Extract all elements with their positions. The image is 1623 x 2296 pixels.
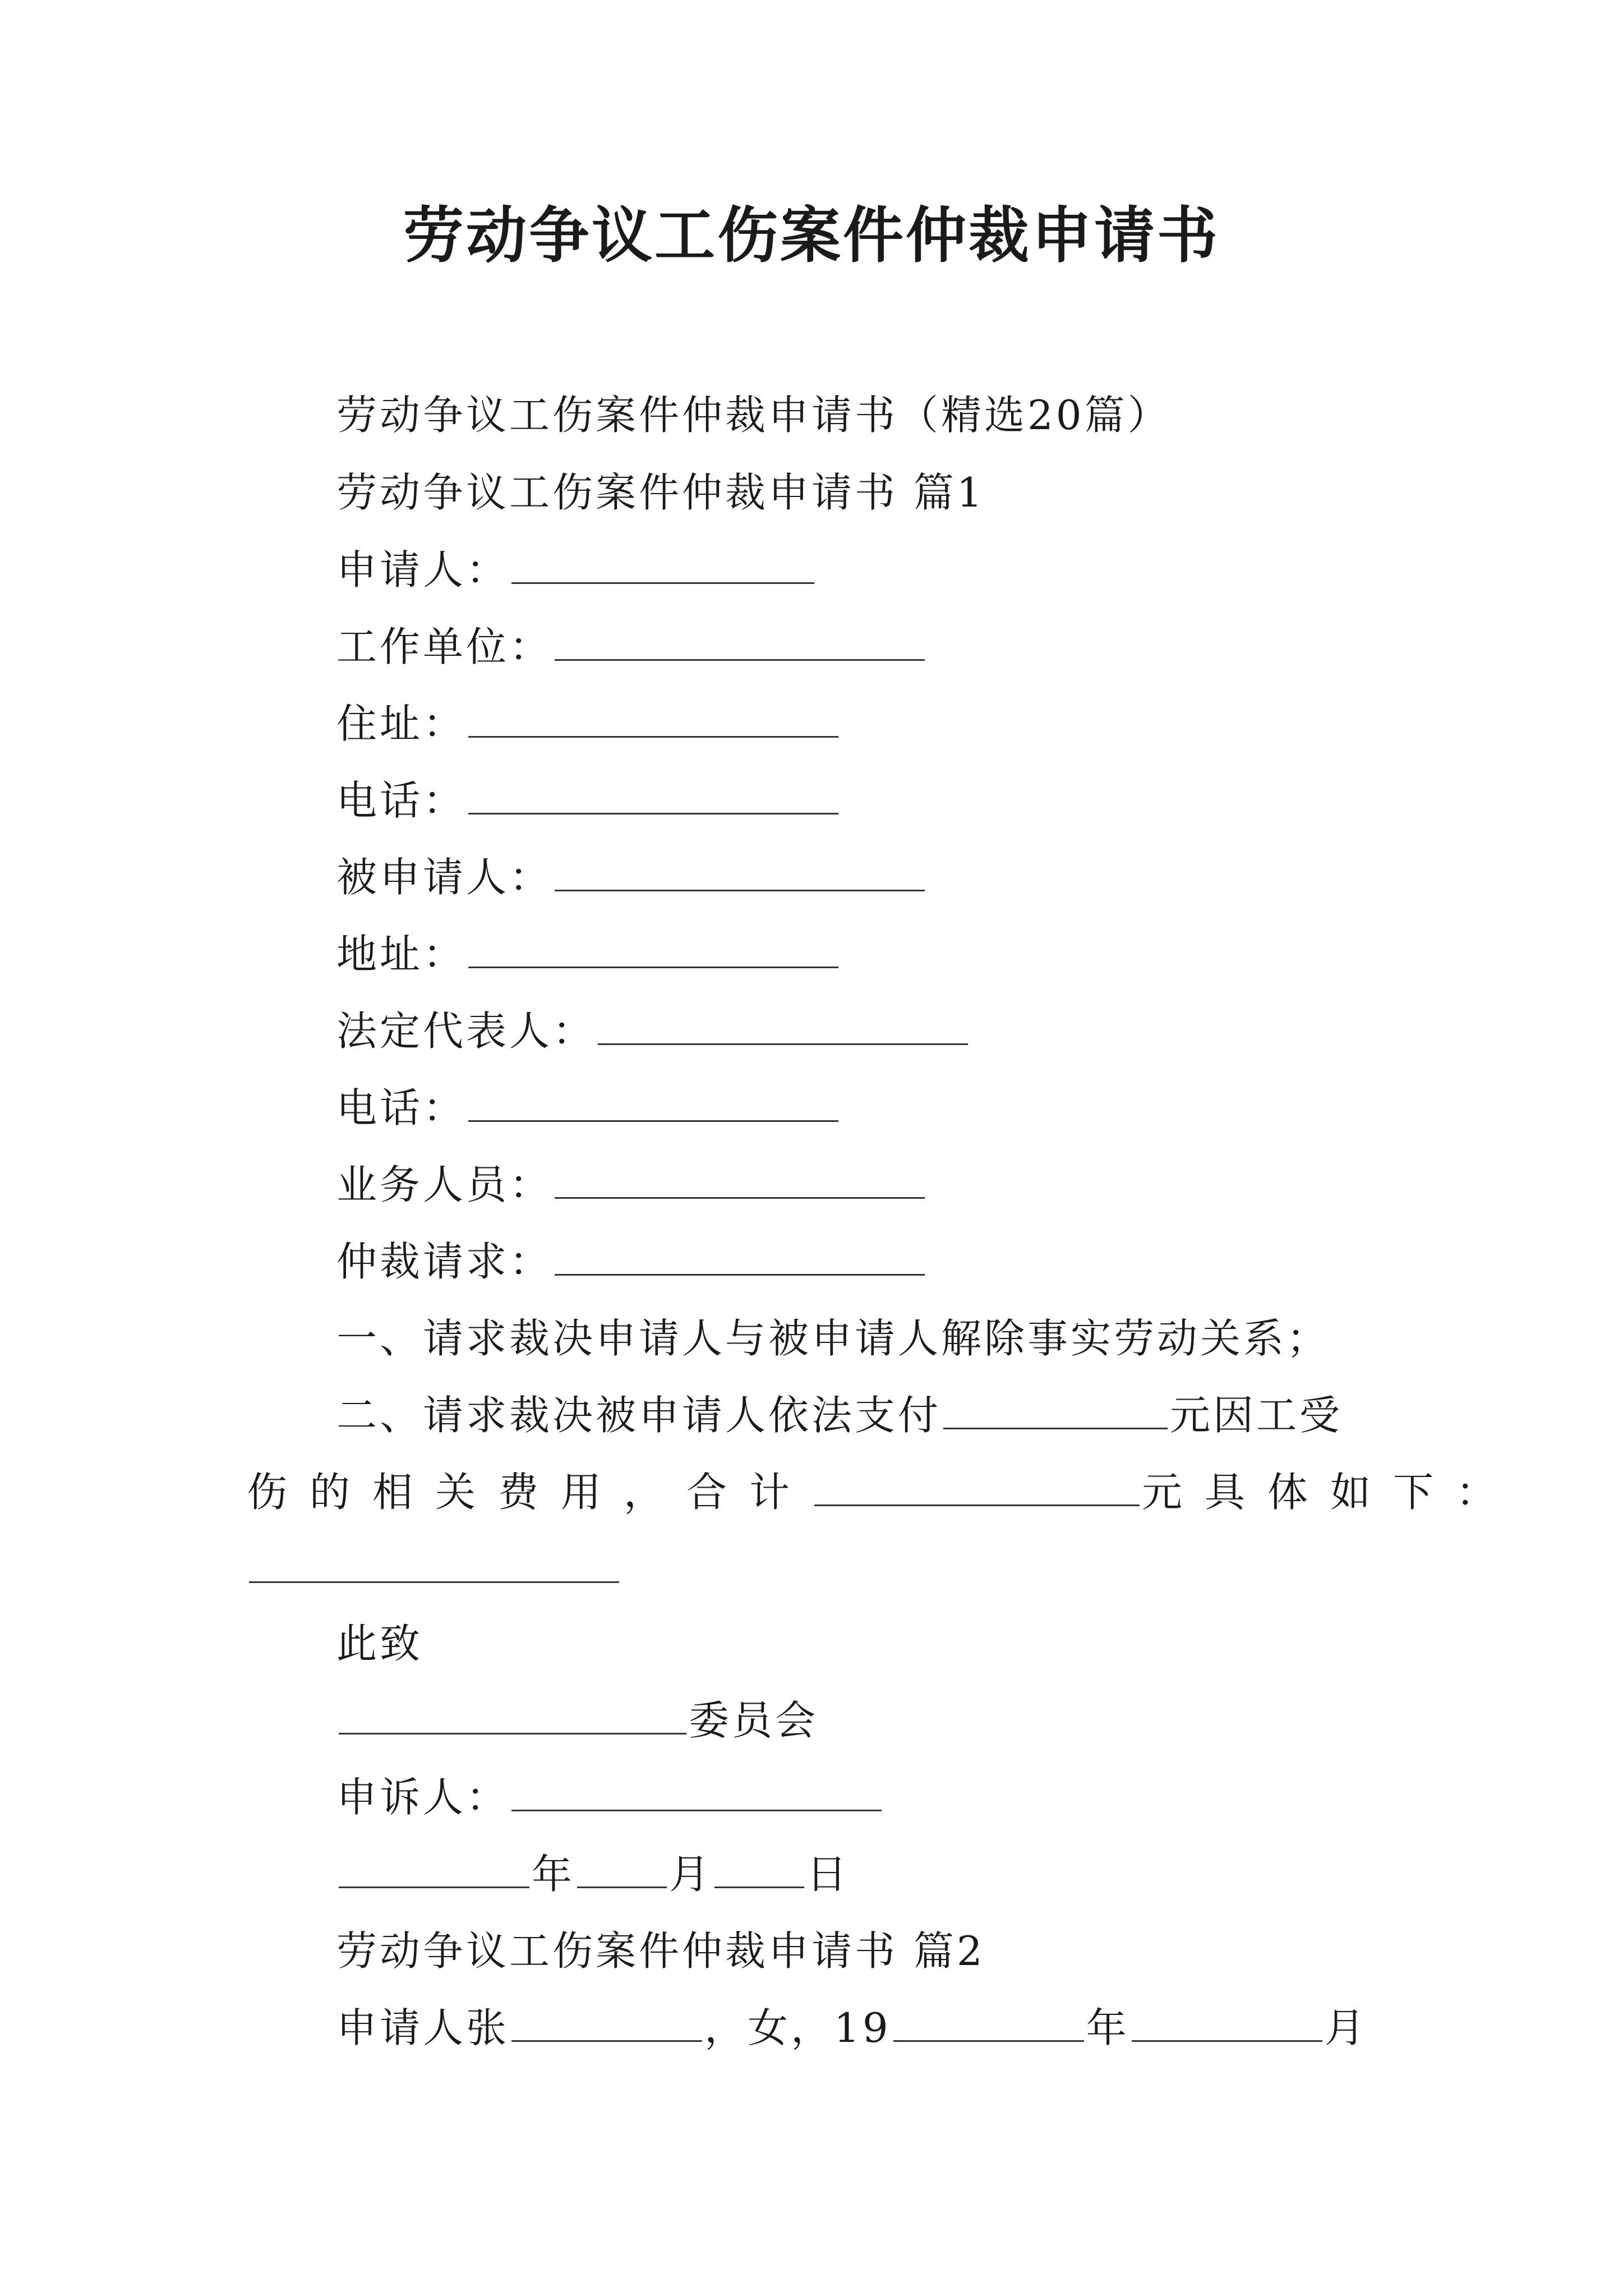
phone-row-1: [336, 772, 841, 829]
date-row: [336, 1846, 850, 1902]
complainant-label: 申诉人：: [336, 1774, 510, 1821]
claim-2-details-blank[interactable]: [249, 1544, 619, 1583]
month-blank[interactable]: [577, 1849, 667, 1888]
section-heading-2: 劳动争议工伤案件仲裁申请书 篇2: [336, 1927, 985, 1975]
staff-label: 业务人员：: [336, 1161, 553, 1208]
respondent-address-row: [336, 926, 841, 982]
claim-1: 一、请求裁决申请人与被申请人解除事实劳动关系；: [336, 1315, 1330, 1362]
committee-label: 委员会: [689, 1697, 819, 1744]
complainant-row: [336, 1769, 884, 1825]
date-year-label: 年: [532, 1851, 575, 1898]
respondent-label: 被申请人：: [336, 854, 553, 901]
phone-blank-1[interactable]: [468, 776, 838, 815]
phone-label-1: 电话：: [336, 777, 467, 824]
sec2-text-c: 年: [1086, 2004, 1129, 2051]
section-2-first-line: [336, 2000, 1368, 2056]
applicant-label: 申请人：: [336, 546, 510, 593]
staff-row: [336, 1157, 927, 1213]
claim-2-line-2: [247, 1464, 1519, 1520]
committee-row: [336, 1692, 818, 1749]
complainant-blank[interactable]: [511, 1773, 882, 1811]
respondent-address-label: 地址：: [336, 931, 467, 978]
sec2-text-b: ，女，19: [704, 2004, 891, 2051]
section-heading-1: 劳动争议工伤案件仲裁申请书 篇1: [336, 469, 985, 516]
sec2-name-blank[interactable]: [511, 2003, 702, 2042]
claim-2-amount-blank[interactable]: [943, 1391, 1168, 1429]
phone-row-2: [336, 1080, 841, 1136]
date-day-label: 日: [806, 1851, 850, 1898]
claim-2-line-1: [336, 1387, 1343, 1443]
claims-blank[interactable]: [555, 1237, 925, 1276]
address-row: [336, 696, 841, 752]
claims-label: 仲裁请求：: [336, 1238, 553, 1285]
claims-row: [336, 1234, 927, 1290]
sec2-text-d: 月: [1324, 2004, 1368, 2051]
claim-2-total-blank[interactable]: [814, 1467, 1140, 1506]
year-blank[interactable]: [339, 1849, 529, 1888]
respondent-row: [336, 849, 927, 905]
day-blank[interactable]: [714, 1849, 804, 1888]
work-unit-row: [336, 619, 927, 675]
address-label: 住址：: [336, 700, 467, 747]
staff-blank[interactable]: [555, 1160, 925, 1199]
respondent-address-blank[interactable]: [468, 930, 838, 968]
sec2-month-blank[interactable]: [1132, 2003, 1322, 2042]
legal-rep-row: [336, 1003, 970, 1059]
claim-2-text-d: 元具体如下：: [1142, 1469, 1519, 1516]
work-unit-label: 工作单位：: [336, 623, 553, 670]
claim-2-line-3: [247, 1541, 621, 1597]
sec2-year-blank[interactable]: [893, 2003, 1084, 2042]
legal-rep-blank[interactable]: [598, 1006, 968, 1045]
respondent-blank[interactable]: [555, 853, 925, 891]
applicant-blank[interactable]: [511, 545, 814, 584]
address-blank[interactable]: [468, 699, 838, 738]
legal-rep-label: 法定代表人：: [336, 1007, 596, 1055]
sec2-text-a: 申请人张: [336, 2004, 510, 2051]
claim-2-text-c: 伤的相关费用，合计: [247, 1469, 813, 1516]
work-unit-blank[interactable]: [555, 622, 925, 661]
date-month-label: 月: [669, 1851, 713, 1898]
closing: 此致: [336, 1620, 423, 1667]
applicant-row: [336, 542, 817, 598]
claim-2-text-b: 元因工受: [1170, 1392, 1343, 1439]
phone-blank-2[interactable]: [468, 1083, 838, 1122]
phone-label-2: 电话：: [336, 1084, 467, 1131]
committee-blank[interactable]: [339, 1696, 686, 1734]
subtitle: 劳动争议工伤案件仲裁申请书（精选20篇）: [336, 392, 1171, 439]
page-title: 劳动争议工伤案件仲裁申请书: [403, 200, 1220, 271]
claim-2-text-a: 二、请求裁决被申请人依法支付: [336, 1392, 942, 1439]
